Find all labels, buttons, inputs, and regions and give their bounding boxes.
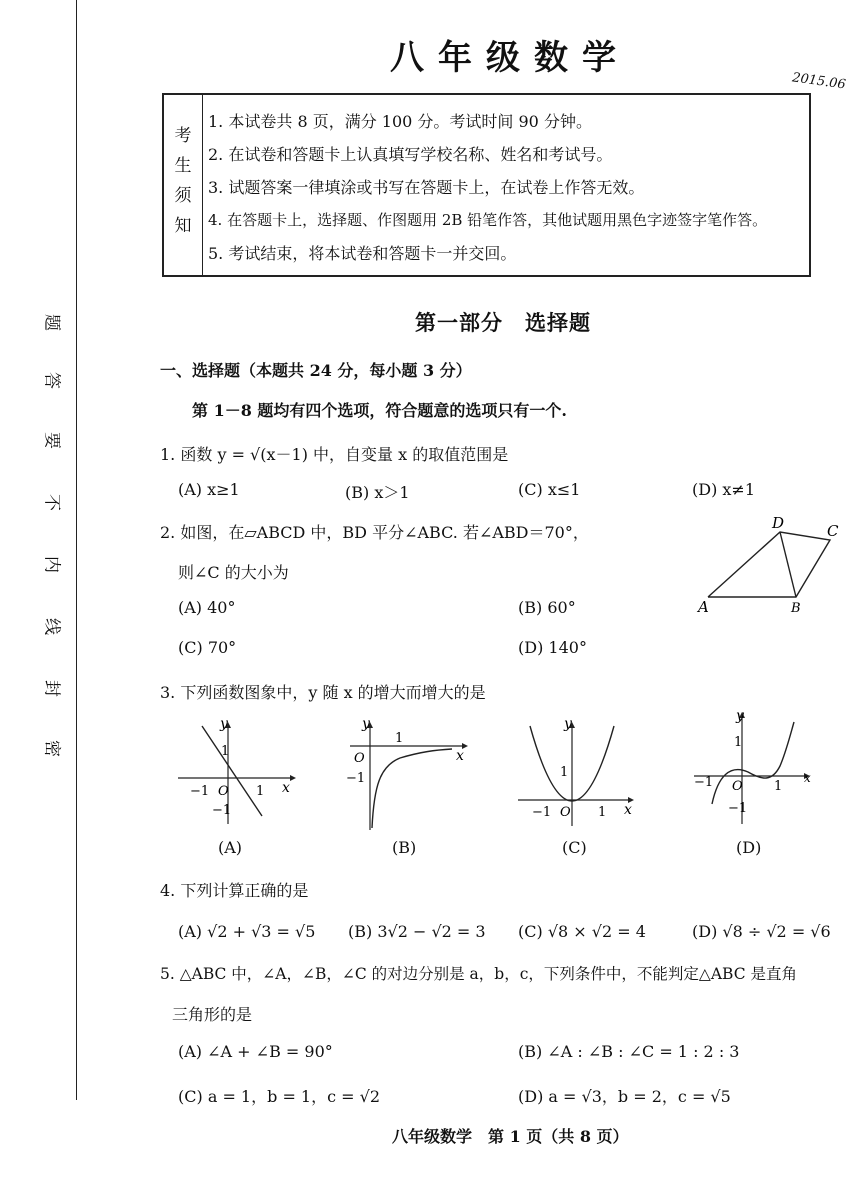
y-axis-label: y: [564, 716, 572, 732]
question-5-stem: 5. △ABC 中，∠A，∠B，∠C 的对边分别是 a，b，c，下列条件中，不能判定△ABC 是直角: [160, 965, 797, 983]
date-stamp: 2015.06: [791, 70, 847, 93]
tick-label-x-neg1: −1: [190, 784, 210, 799]
notice-item: 1. 本试卷共 8 页，满分 100 分。考试时间 90 分钟。: [208, 112, 592, 131]
tick-label-y-neg1: −1: [346, 771, 366, 786]
x-axis-label: x: [456, 748, 464, 764]
origin-label: O: [218, 784, 229, 799]
notice-box: [162, 93, 811, 277]
graph-c-label: (C): [562, 838, 587, 857]
question-2-option-c: (C) 70°: [178, 638, 237, 657]
tick-label-y-1: 1: [734, 735, 743, 750]
vertex-label-b: B: [791, 601, 801, 616]
question-4-stem: 4. 下列计算正确的是: [160, 881, 309, 900]
x-axis-label: x: [282, 780, 290, 796]
question-2-option-a: (A) 40°: [178, 598, 236, 617]
tick-label-y-1: 1: [560, 765, 569, 780]
origin-label: O: [732, 779, 743, 794]
y-axis-label: y: [362, 716, 370, 732]
question-4-option-d: (D) √8 ÷ √2 = √6: [692, 922, 831, 941]
notice-label-char: 知: [174, 216, 192, 236]
y-axis-label: y: [736, 708, 744, 724]
notice-items: [208, 105, 767, 270]
origin-label: O: [560, 805, 571, 820]
margin-char: 不: [41, 494, 62, 511]
tick-label-y-neg1: −1: [728, 801, 748, 816]
question-5-option-d: (D) a = √3，b = 2，c = √5: [518, 1087, 731, 1106]
part-title: 第一部分 选择题: [415, 310, 591, 335]
question-1-option-b: (B) x＞1: [345, 483, 410, 502]
tick-label-x-1: 1: [598, 805, 607, 820]
tick-label-x-1: 1: [774, 779, 783, 794]
tick-label-x-1: 1: [395, 731, 404, 746]
margin-char: 要: [41, 432, 62, 449]
tick-label-x-neg1: −1: [694, 775, 714, 790]
notice-label: [164, 95, 203, 275]
graph-d: [690, 706, 820, 828]
notice-label-char: 考: [174, 126, 192, 146]
question-3-stem: 3. 下列函数图象中，y 随 x 的增大而增大的是: [160, 683, 486, 702]
question-4-option-c: (C) √8 × √2 = 4: [518, 922, 646, 941]
question-4-option-b: (B) 3√2 − √2 = 3: [348, 922, 486, 941]
y-axis-label: y: [220, 716, 228, 732]
margin-char: 答: [41, 372, 62, 389]
binding-line: [76, 0, 77, 1100]
x-axis-label: x: [804, 771, 811, 785]
diagonal-bd: [780, 532, 796, 597]
question-2-stem-continued: 则∠C 的大小为: [178, 563, 289, 582]
graph-a-label: (A): [218, 838, 243, 857]
margin-char: 内: [41, 556, 62, 573]
notice-label-char: 生: [174, 156, 192, 176]
question-5-option-b: (B) ∠A : ∠B : ∠C = 1 : 2 : 3: [518, 1042, 740, 1061]
parallelogram-outline: [708, 532, 830, 597]
question-5-option-a: (A) ∠A + ∠B = 90°: [178, 1042, 333, 1061]
question-2-option-d: (D) 140°: [518, 638, 587, 657]
margin-char: 题: [41, 314, 62, 331]
notice-item: 4. 在答题卡上，选择题、作图题用 2B 铅笔作答，其他试题用黑色字迹签字笔作答。: [208, 211, 768, 229]
function-line: [202, 726, 265, 816]
notice-item: 5. 考试结束，将本试卷和答题卡一并交回。: [208, 244, 517, 263]
notice-item: 2. 在试卷和答题卡上认真填写学校名称、姓名和考试号。: [208, 145, 613, 164]
x-axis-arrow: [290, 775, 296, 781]
question-2-option-b: (B) 60°: [518, 598, 576, 617]
margin-char: 线: [41, 618, 62, 635]
graph-b-label: (B): [392, 838, 417, 857]
tick-label-y-neg1: −1: [212, 803, 232, 818]
function-curve: [372, 749, 452, 828]
question-4-option-a: (A) √2 + √3 = √5: [178, 922, 316, 941]
graph-c: [512, 716, 642, 828]
question-5-option-c: (C) a = 1，b = 1，c = √2: [178, 1087, 381, 1106]
question-1-stem: 1. 函数 y = √(x－1) 中，自变量 x 的取值范围是: [160, 445, 509, 464]
margin-char: 密: [41, 740, 62, 757]
page-footer: 八年级数学 第 1 页（共 8 页）: [392, 1127, 629, 1146]
notice-label-char: 须: [174, 186, 192, 206]
vertex-label-d: D: [772, 514, 785, 532]
tick-label-x-1: 1: [256, 784, 265, 799]
question-1-option-a: (A) x≥1: [178, 480, 240, 499]
question-5-stem-continued: 三角形的是: [172, 1005, 253, 1024]
graph-d-label: (D): [736, 838, 762, 857]
question-1-option-d: (D) x≠1: [692, 480, 756, 499]
question-2-stem: 2. 如图，在▱ABCD 中，BD 平分∠ABC. 若∠ABD＝70°，: [160, 523, 589, 542]
section-heading: 一、选择题（本题共 24 分，每小题 3 分）: [160, 361, 472, 380]
vertex-label-c: C: [827, 522, 839, 540]
tick-label-y-1: 1: [221, 744, 230, 759]
margin-char: 封: [41, 680, 62, 697]
tick-label-x-neg1: −1: [532, 805, 552, 820]
question-1-option-c: (C) x≤1: [518, 480, 581, 499]
parallelogram-figure: [690, 512, 860, 622]
graph-a: [172, 716, 302, 828]
section-instruction: 第 1－8 题均有四个选项，符合题意的选项只有一个.: [192, 401, 567, 420]
notice-item: 3. 试题答案一律填涂或书写在答题卡上，在试卷上作答无效。: [208, 178, 645, 197]
origin-label: O: [354, 751, 365, 766]
page-title: 八年级数学: [390, 38, 630, 78]
graph-b: [340, 716, 480, 834]
vertex-label-a: A: [698, 598, 709, 616]
x-axis-label: x: [624, 802, 632, 818]
